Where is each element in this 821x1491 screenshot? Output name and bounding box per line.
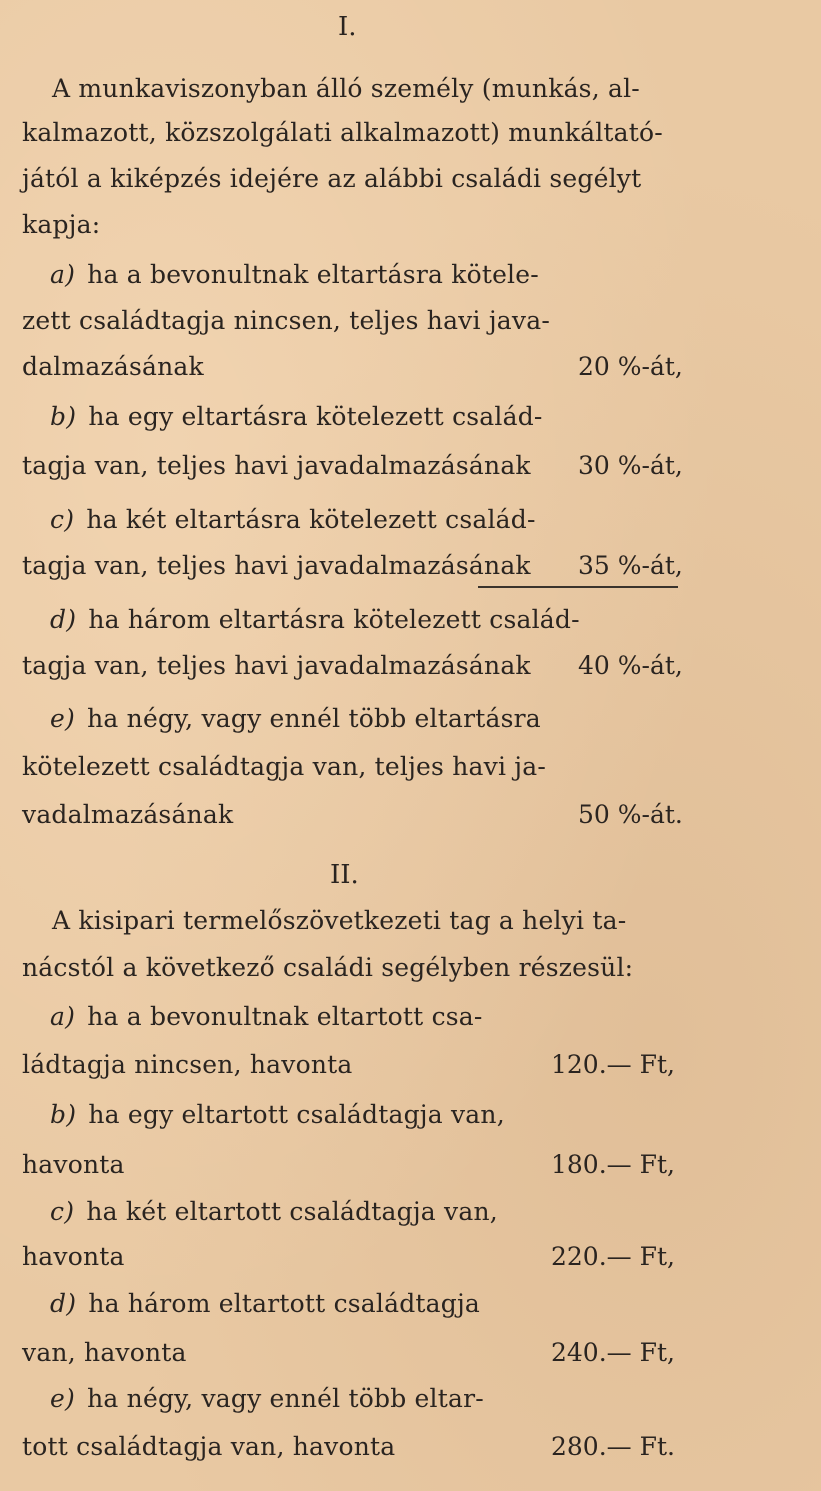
section-1-item-e-value: 50 %-át.: [578, 800, 683, 829]
section-2-item-e-value: 280.— Ft.: [551, 1432, 675, 1461]
item-text: ha a bevonultnak eltartott csa-: [87, 1002, 483, 1031]
item-text: ha egy eltartott családtagja van,: [88, 1100, 505, 1129]
item-label: a): [50, 1002, 76, 1031]
section-1-item-b-line-2: tagja van, teljes havi javadalmazásának: [22, 451, 531, 480]
section-2-heading: II.: [330, 860, 359, 890]
item-text: ha két eltartott családtagja van,: [86, 1197, 498, 1226]
item-text: ha két eltartásra kötelezett család-: [86, 505, 536, 534]
section-1-item-e-line-1: [50, 704, 541, 734]
item-label: d): [50, 605, 77, 634]
section-1-item-b-line-1: [50, 402, 543, 432]
section-1-item-e-line-2: kötelezett családtagja van, teljes havi ja-: [22, 752, 546, 781]
section-1-item-a-line-3: dalmazásának: [22, 352, 204, 381]
section-1-intro-line-1: A munkaviszonyban álló személy (munkás, al-: [52, 74, 640, 103]
item-text: ha négy, vagy ennél több eltar-: [87, 1384, 484, 1413]
section-1-item-e-line-3: vadalmazásának: [22, 800, 234, 829]
section-1-intro-line-3: jától a kiképzés idejére az alábbi családi segélyt: [22, 164, 642, 193]
item-text: ha a bevonultnak eltartásra kötele-: [87, 260, 539, 289]
item-label: b): [50, 402, 77, 431]
section-2-item-a-line-2: ládtagja nincsen, havonta: [22, 1050, 353, 1079]
section-1-item-c-value: 35 %-át,: [578, 551, 683, 580]
underline-mark: [478, 586, 678, 588]
item-text: ha három eltartott családtagja: [88, 1289, 481, 1318]
section-2-item-a-value: 120.— Ft,: [551, 1050, 675, 1079]
section-2-item-b-value: 180.— Ft,: [551, 1150, 675, 1179]
item-label: e): [50, 704, 75, 733]
section-1-item-d-value: 40 %-át,: [578, 651, 683, 680]
section-1-item-c-line-1: [50, 505, 536, 535]
section-2-item-d-value: 240.— Ft,: [551, 1338, 675, 1367]
section-2-item-d-line-1: [50, 1289, 480, 1319]
section-2-item-c-value: 220.— Ft,: [551, 1242, 675, 1271]
section-1-item-c-line-2: tagja van, teljes havi javadalmazásának: [22, 551, 531, 580]
item-label: d): [50, 1289, 77, 1318]
item-label: c): [50, 505, 75, 534]
section-1-item-a-value: 20 %-át,: [578, 352, 683, 381]
section-1-item-a-line-2: zett családtagja nincsen, teljes havi java-: [22, 306, 550, 335]
section-2-item-e-line-2: tott családtagja van, havonta: [22, 1432, 396, 1461]
section-2-item-e-line-1: [50, 1384, 484, 1414]
section-1-item-d-line-1: [50, 605, 580, 635]
section-1-intro-line-4: kapja:: [22, 210, 101, 239]
section-2-item-c-line-2: havonta: [22, 1242, 125, 1271]
section-1-heading: I.: [338, 12, 357, 42]
item-label: c): [50, 1197, 75, 1226]
item-label: e): [50, 1384, 75, 1413]
section-1-item-d-line-2: tagja van, teljes havi javadalmazásának: [22, 651, 531, 680]
section-2-item-b-line-2: havonta: [22, 1150, 125, 1179]
item-text: ha egy eltartásra kötelezett család-: [88, 402, 543, 431]
section-1-intro-line-2: kalmazott, közszolgálati alkalmazott) munkáltató-: [22, 118, 663, 147]
section-2-item-b-line-1: [50, 1100, 505, 1130]
section-2-intro-line-2: nácstól a következő családi segélyben részesül:: [22, 953, 634, 982]
item-label: b): [50, 1100, 77, 1129]
item-text: ha három eltartásra kötelezett család-: [88, 605, 580, 634]
section-1-item-b-value: 30 %-át,: [578, 451, 683, 480]
section-1-item-a-line-1: [50, 260, 539, 290]
section-2-item-d-line-2: van, havonta: [22, 1338, 187, 1367]
section-2-intro-line-1: A kisipari termelőszövetkezeti tag a helyi ta-: [52, 906, 627, 935]
item-label: a): [50, 260, 76, 289]
item-text: ha négy, vagy ennél több eltartásra: [87, 704, 541, 733]
section-2-item-c-line-1: [50, 1197, 498, 1227]
section-2-item-a-line-1: [50, 1002, 483, 1032]
